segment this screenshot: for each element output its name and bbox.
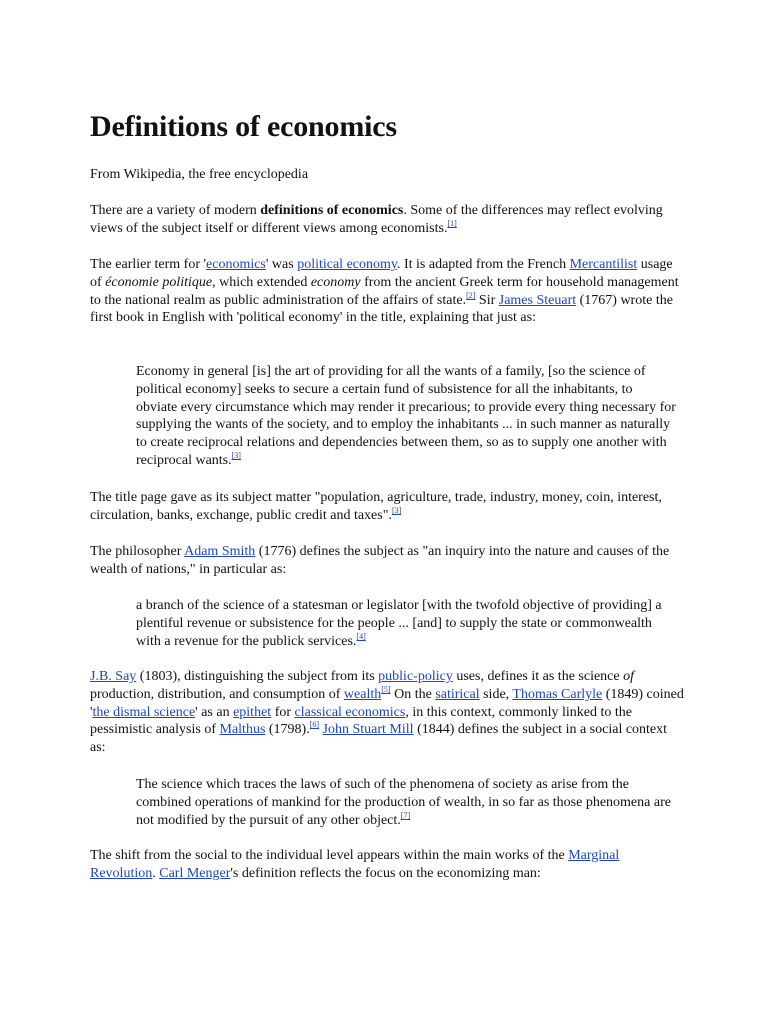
- text-span: (1844) defines the subject in a social context as:: [90, 722, 668, 756]
- mill-quote: [136, 776, 676, 829]
- link-epithet[interactable]: epithet: [233, 704, 272, 720]
- title-page-paragraph: [90, 489, 686, 525]
- page-subtitle: From Wikipedia, the free encyclopedia: [90, 167, 309, 182]
- text-span: side,: [479, 686, 513, 702]
- link-malthus[interactable]: Malthus: [219, 722, 266, 738]
- text-span: ' was: [265, 257, 298, 272]
- smith-paragraph: [90, 543, 686, 579]
- intro-paragraph: [90, 202, 686, 238]
- text-span: uses, defines it as the science: [452, 669, 624, 684]
- text-span: production, distribution, and consumption of: [90, 686, 344, 702]
- link-satirical[interactable]: satirical: [435, 686, 480, 702]
- link-jb-say[interactable]: J.B. Say: [90, 669, 137, 684]
- citation-ref[interactable]: [310, 720, 319, 729]
- italic-term: economy: [310, 274, 361, 290]
- say-paragraph: [90, 668, 686, 757]
- citation-link-4[interactable]: [4]: [356, 631, 366, 641]
- italic-term: of: [623, 669, 634, 684]
- citation-ref[interactable]: [447, 219, 456, 228]
- text-span: (1803), distinguishing the subject from its: [136, 669, 379, 684]
- link-mercantilist[interactable]: Mercantilist: [569, 257, 638, 272]
- link-public-policy[interactable]: public-policy: [378, 669, 453, 684]
- citation-link-1[interactable]: [1]: [447, 218, 457, 228]
- link-political-economy[interactable]: political economy: [297, 257, 397, 272]
- text-span: The title page gave as its subject matter "population, agriculture, trade, industry, money, coin, interest, circulation, banks, exchange, public credit and taxes".: [90, 490, 662, 523]
- text-span: ' as an: [195, 704, 234, 720]
- italic-term: économie politique: [105, 274, 213, 290]
- citation-link-5[interactable]: [5]: [381, 684, 391, 694]
- link-james-steuart[interactable]: James Steuart: [498, 292, 577, 308]
- text-span: The shift from the social to the individual level appears within the main works of the: [90, 848, 569, 863]
- text-span: There are a variety of modern: [90, 203, 261, 218]
- quote-text: Economy in general [is] the art of providing for all the wants of a family, [so the science of political economy] seeks to secure a certain fund of subsistence for all the inhabitants, to obviate every circumstance which may render it precarious; to provide every thing necessary for supplying the wants of the society, and to employ the inhabitants ... in such manner as naturally to create reciprocal relations and dependencies between them, so as to supply one another with reciprocal wants.: [136, 364, 676, 468]
- citation-link-2[interactable]: [2]: [466, 290, 476, 300]
- citation-link-3[interactable]: [3]: [231, 450, 241, 460]
- text-span: On the: [390, 686, 436, 702]
- text-span: usage of: [90, 257, 673, 290]
- link-thomas-carlyle[interactable]: Thomas Carlyle: [512, 686, 603, 702]
- text-span: (1849) coined ': [90, 686, 684, 720]
- text-span: The philosopher: [90, 544, 185, 559]
- link-wealth[interactable]: wealth: [343, 686, 382, 702]
- citation-ref[interactable]: [381, 685, 390, 694]
- text-span: The earlier term for ': [90, 257, 207, 272]
- citation-link-7[interactable]: [7]: [400, 810, 411, 820]
- text-span: , in this context, commonly linked to the pessimistic analysis of: [90, 704, 633, 738]
- link-john-stuart-mill[interactable]: John Stuart Mill: [322, 722, 414, 738]
- bold-term: definitions of economics: [260, 203, 404, 218]
- text-span: (1776) defines the subject as "an inquiry into the nature and causes of the wealth of nations," in particular as:: [90, 544, 670, 577]
- link-carl-menger[interactable]: Carl Menger: [159, 865, 231, 881]
- citation-ref[interactable]: [356, 632, 365, 641]
- text-span: (1767) wrote the first book in English with 'political economy' in the title, explaining that just as:: [90, 292, 673, 326]
- text-span: , which extended: [212, 274, 311, 290]
- text-span: . Some of the differences may reflect evolving views of the subject itself or different views among economists.: [90, 203, 663, 236]
- citation-ref[interactable]: [401, 811, 410, 820]
- history-paragraph: [90, 256, 686, 327]
- smith-quote: [136, 597, 676, 650]
- citation-link-6[interactable]: [6]: [309, 720, 320, 730]
- quote-text: The science which traces the laws of such of the phenomena of society as arise from the combined operations of mankind for the production of wealth, in so far as those phenomena are not modified by the pursuit of any other object.: [136, 777, 671, 828]
- text-span: Sir: [475, 292, 499, 308]
- link-economics[interactable]: economics: [206, 257, 266, 272]
- text-span: .: [152, 865, 160, 881]
- link-dismal-science[interactable]: the dismal science: [92, 704, 196, 720]
- link-classical-economics[interactable]: classical economics: [294, 704, 406, 720]
- citation-ref[interactable]: [392, 506, 401, 515]
- marginal-paragraph: [90, 847, 686, 883]
- text-span: for: [271, 704, 295, 720]
- text-span: from the ancient Greek term for household management to the national realm as public administration of the affairs of state.: [90, 274, 679, 308]
- link-marginal-revolution[interactable]: Marginal Revolution: [90, 848, 620, 881]
- citation-ref[interactable]: [466, 291, 475, 300]
- text-span: 's definition reflects the focus on the economizing man:: [230, 865, 541, 881]
- text-span: (1798).: [265, 722, 310, 738]
- text-span: . It is adapted from the French: [396, 257, 570, 272]
- steuart-quote: [136, 363, 676, 470]
- citation-ref[interactable]: [232, 451, 241, 460]
- page-title: Definitions of economics: [90, 110, 397, 143]
- quote-text: a branch of the science of a statesman or legislator [with the twofold objective of providing] a plentiful revenue or subsistence for the people ... [and] to supply the state or commonwealth with a revenue for the publick services.: [136, 598, 662, 649]
- link-adam-smith[interactable]: Adam Smith: [184, 544, 256, 559]
- citation-link-3b[interactable]: [3]: [391, 505, 402, 515]
